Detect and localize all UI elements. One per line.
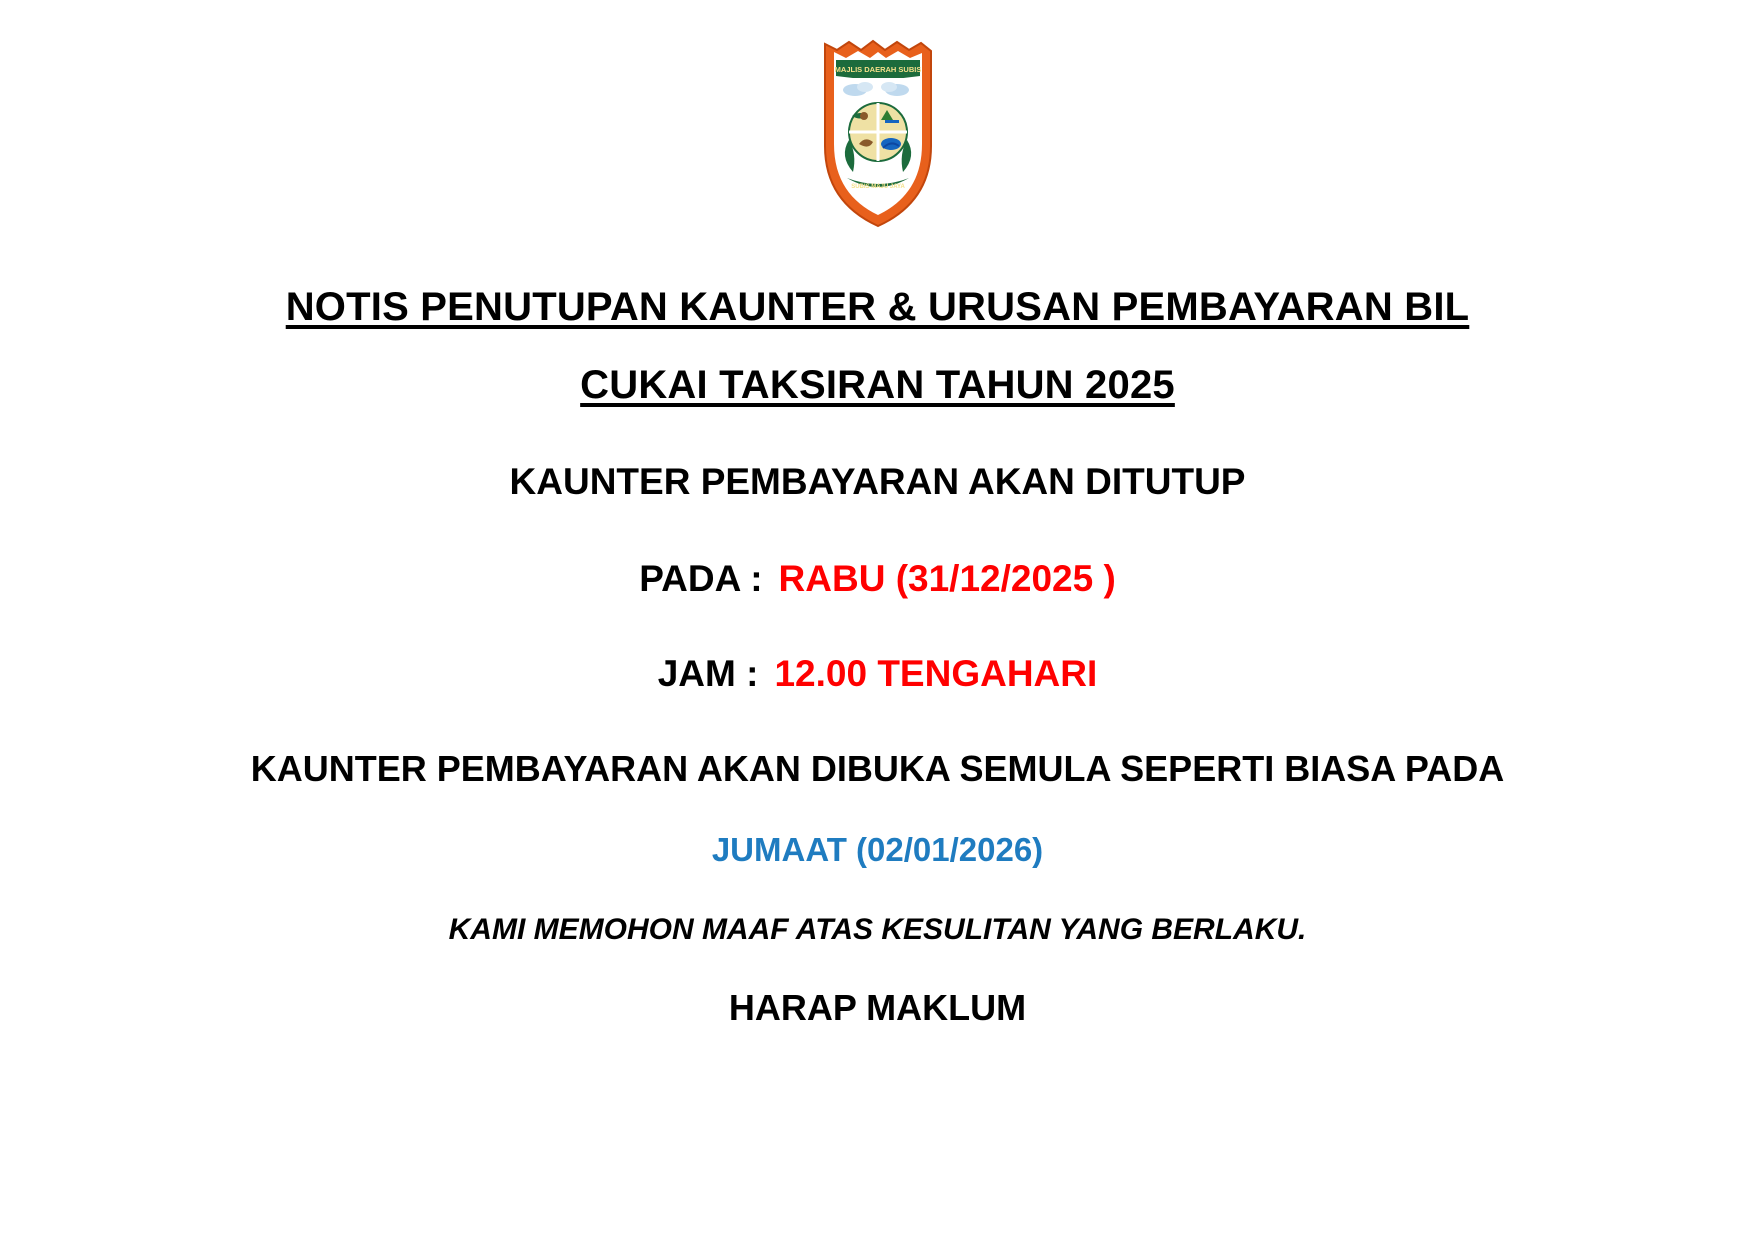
closing-text: HARAP MAKLUM [728, 987, 1027, 1029]
svg-text:SUBIS MAJU JAYA: SUBIS MAJU JAYA [850, 184, 905, 190]
closed-notice-line [0, 463, 1755, 502]
date-value: RABU (31/12/2025 ) [778, 557, 1116, 599]
apology-text: KAMI MEMOHON MAAF ATAS KESULITAN YANG BERLAKU. [448, 912, 1307, 946]
time-value: 12.00 TENGAHARI [774, 652, 1098, 694]
title-line-2-text: CUKAI TAKSIRAN TAHUN 2025 [580, 363, 1175, 407]
title-line-1-text: NOTIS PENUTUPAN KAUNTER & URUSAN PEMBAYARAN BIL [285, 285, 1470, 329]
title-line-1 [0, 287, 1755, 327]
reopen-notice-line [0, 747, 1755, 789]
reopen-notice-text: KAUNTER PEMBAYARAN AKAN DIBUKA SEMULA SEPERTI BIASA PADA [250, 747, 1505, 789]
notice-title [0, 287, 1755, 405]
apology-line [0, 914, 1755, 946]
closed-notice-text: KAUNTER PEMBAYARAN AKAN DITUTUP [509, 461, 1246, 502]
svg-text:MAJLIS DAERAH SUBIS: MAJLIS DAERAH SUBIS [834, 65, 921, 74]
time-line [0, 652, 1755, 694]
majlis-daerah-subis-crest-icon [819, 36, 937, 231]
reopen-date-text: JUMAAT (02/01/2026) [711, 831, 1044, 869]
crest-container [0, 0, 1755, 231]
date-label: PADA : [639, 557, 763, 599]
reopen-date-line [0, 833, 1755, 868]
time-label: JAM : [657, 652, 759, 694]
title-line-2 [0, 365, 1755, 405]
closing-line [0, 989, 1755, 1027]
date-line [0, 557, 1755, 599]
